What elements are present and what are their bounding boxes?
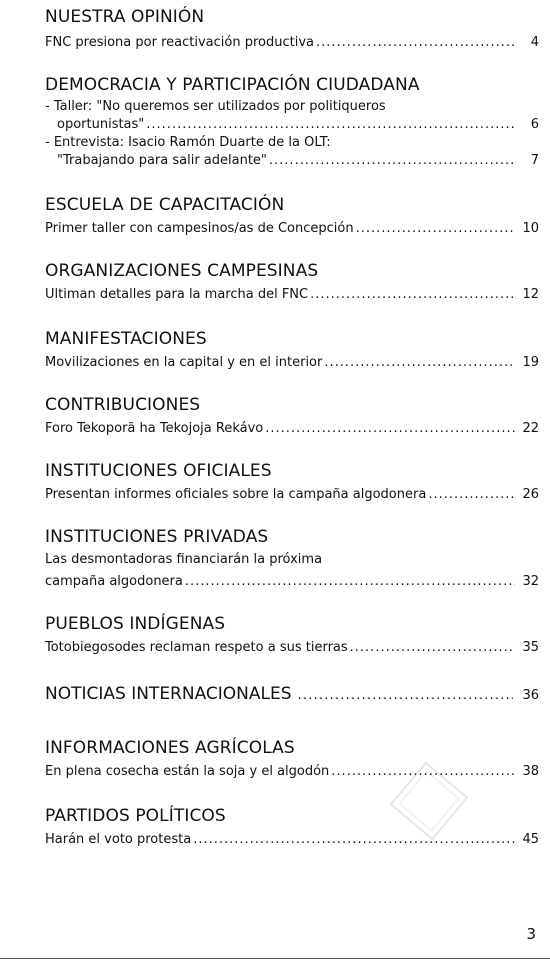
entry-page-number: 10 (522, 221, 539, 236)
toc-section (45, 394, 539, 438)
toc-section (45, 805, 539, 849)
entry-title-line: - Taller: "No queremos ser utilizados por politiqueros (45, 99, 386, 114)
toc-entry[interactable] (45, 486, 539, 504)
entry-title-line: - Entrevista: Isacio Ramón Duarte de la OLT: (45, 135, 331, 150)
toc-entry[interactable] (45, 354, 539, 372)
dot-leader (193, 831, 515, 849)
section-heading: ORGANIZACIONES CAMPESINAS (45, 261, 319, 281)
entry-title-line: Las desmontadoras financiarán la próxima (45, 552, 323, 567)
entry-page-number: 26 (522, 487, 539, 502)
toc-entry[interactable] (45, 116, 539, 134)
toc-section (45, 328, 539, 372)
dot-leader (310, 286, 515, 304)
section-heading: CONTRIBUCIONES (45, 395, 201, 415)
footer-rule (0, 958, 550, 959)
toc-section (45, 526, 539, 591)
entry-page-number: 36 (522, 688, 539, 703)
section-heading: NOTICIAS INTERNACIONALES (45, 684, 292, 704)
dot-leader (331, 763, 515, 781)
entry-page-number: 38 (522, 764, 539, 779)
toc-section (45, 194, 539, 238)
section-heading: PUEBLOS INDÍGENAS (45, 614, 226, 634)
toc-section (45, 613, 539, 657)
entry-title: oportunistas" (57, 117, 145, 132)
section-heading: PARTIDOS POLÍTICOS (45, 806, 226, 826)
toc-entry[interactable] (45, 639, 539, 657)
toc-entry[interactable] (45, 573, 539, 591)
dot-leader (146, 116, 515, 134)
entry-title: Presentan informes oficiales sobre la campaña algodonera (45, 487, 427, 502)
toc-entry[interactable] (45, 683, 539, 707)
entry-title: "Trabajando para salir adelante" (57, 153, 267, 168)
entry-page-number: 7 (530, 153, 539, 168)
toc-entry[interactable] (45, 763, 539, 781)
section-heading: DEMOCRACIA Y PARTICIPACIÓN CIUDADANA (45, 75, 420, 95)
toc-entry[interactable] (45, 420, 539, 438)
dot-leader (185, 573, 515, 591)
toc-section (45, 460, 539, 504)
toc-entry[interactable] (45, 286, 539, 304)
toc-section (45, 6, 539, 52)
section-heading: MANIFESTACIONES (45, 329, 207, 349)
entry-page-number: 4 (530, 35, 539, 50)
entry-title: Primer taller con campesinos/as de Concepción (45, 221, 354, 236)
dot-leader (428, 486, 515, 504)
toc-entry[interactable] (45, 152, 539, 170)
dot-leader (324, 354, 515, 372)
dot-leader (356, 220, 515, 238)
dot-leader (350, 639, 515, 657)
toc-section (45, 74, 539, 170)
table-of-contents (45, 6, 539, 849)
section-heading: ESCUELA DE CAPACITACIÓN (45, 195, 285, 215)
section-heading: INSTITUCIONES OFICIALES (45, 461, 272, 481)
toc-entry[interactable] (45, 34, 539, 52)
entry-page-number: 6 (530, 117, 539, 132)
entry-page-number: 12 (522, 287, 539, 302)
section-heading: INSTITUCIONES PRIVADAS (45, 527, 269, 547)
dot-leader (316, 34, 515, 52)
dot-leader (265, 420, 515, 438)
section-heading: INFORMACIONES AGRÍCOLAS (45, 738, 295, 758)
entry-page-number: 45 (522, 832, 539, 847)
toc-section (45, 260, 539, 304)
section-heading: NUESTRA OPINIÓN (45, 7, 205, 27)
entry-title: Harán el voto protesta (45, 832, 192, 847)
entry-page-number: 22 (522, 421, 539, 436)
entry-title: En plena cosecha están la soja y el algodón (45, 764, 330, 779)
toc-entry[interactable] (45, 831, 539, 849)
entry-title: Foro Tekoporã ha Tekojoja Rekávo (45, 421, 264, 436)
page-number: 3 (526, 925, 536, 943)
entry-title: Movilizaciones en la capital y en el interior (45, 355, 323, 370)
entry-title: Totobiegosodes reclaman respeto a sus tierras (45, 640, 348, 655)
dot-leader (269, 152, 515, 170)
entry-title: Ultiman detalles para la marcha del FNC (45, 287, 309, 302)
toc-section (45, 683, 539, 707)
toc-section (45, 737, 539, 781)
entry-title: campaña algodonera (45, 574, 183, 589)
entry-page-number: 32 (522, 574, 539, 589)
entry-page-number: 19 (522, 355, 539, 370)
dot-leader (298, 685, 513, 707)
toc-entry[interactable] (45, 220, 539, 238)
entry-page-number: 35 (522, 640, 539, 655)
entry-title: FNC presiona por reactivación productiva (45, 35, 314, 50)
